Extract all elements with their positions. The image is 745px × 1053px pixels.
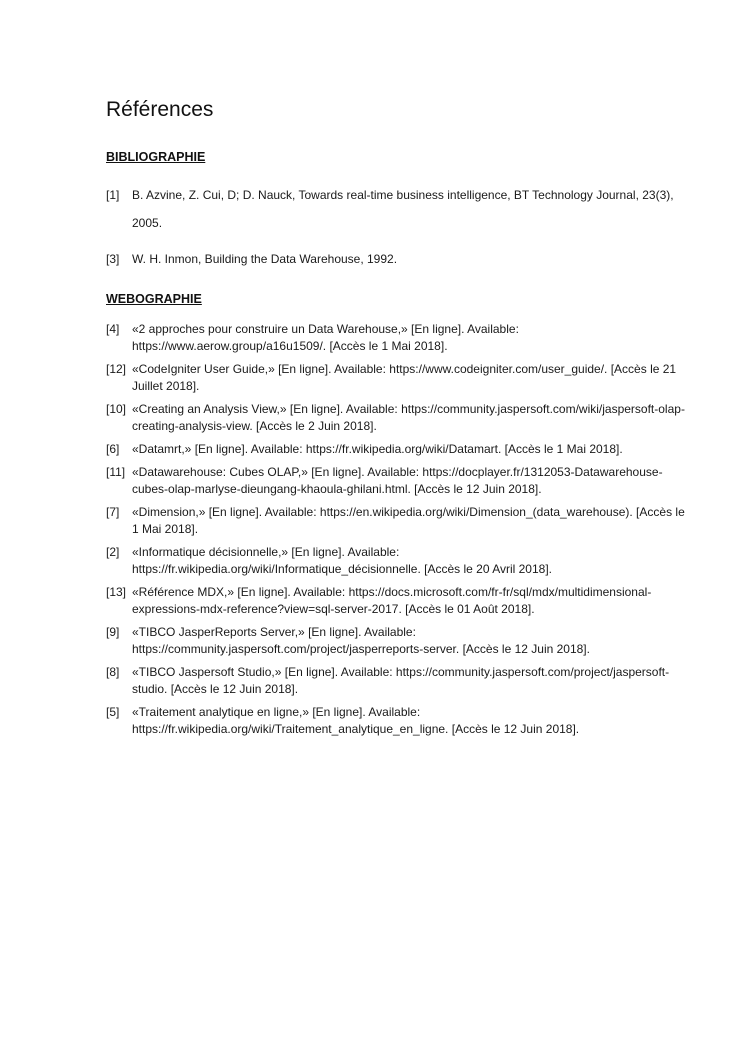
reference-number: [1] [106,188,120,202]
reference-text: «Traitement analytique en ligne,» [En ligne]. Available: https://fr.wikipedia.org/wiki/Traitement_analytique_en_ligne. [Accès le 12 Juin 2018]. [132,705,580,736]
reference-text: «2 approches pour construire un Data Warehouse,» [En ligne]. Available: https://www.aerow.group/a16u1509/. [Accès le 1 Mai 2018]. [132,322,519,353]
bibliography-list [106,181,686,273]
reference-text: «TIBCO Jaspersoft Studio,» [En ligne]. Available: https://community.jaspersoft.com/project/jaspersoft-studio. [Accès le 12 Juin 2018]. [132,665,670,696]
reference-item [106,504,686,538]
webography-heading: WEBOGRAPHIE [106,292,202,306]
reference-item [106,321,686,355]
bibliography-heading: BIBLIOGRAPHIE [106,150,206,164]
reference-number: [9] [106,625,120,639]
reference-text: «Creating an Analysis View,» [En ligne]. Available: https://community.jaspersoft.com/wiki/jaspersoft-olap-creating-analysis-view. [Accès le 2 Juin 2018]. [132,402,685,433]
reference-text: B. Azvine, Z. Cui, D; D. Nauck, Towards real-time business intelligence, BT Technology Journal, 23(3), 2005. [132,188,674,230]
reference-item [106,401,686,435]
reference-number: [7] [106,505,120,519]
webography-list [106,321,686,744]
reference-number: [4] [106,322,120,336]
reference-item [106,704,686,738]
reference-item [106,441,686,458]
reference-item [106,464,686,498]
reference-text: «Dimension,» [En ligne]. Available: https://en.wikipedia.org/wiki/Dimension_(data_warehouse). [Accès le 1 Mai 2018]. [132,505,685,536]
reference-text: «TIBCO JasperReports Server,» [En ligne]. Available: https://community.jaspersoft.com/project/jasperreports-server. [Accès le 12 Juin 2018]. [132,625,590,656]
reference-text: «Datamrt,» [En ligne]. Available: https://fr.wikipedia.org/wiki/Datamart. [Accès le 1 Mai 2018]. [132,442,623,456]
reference-number: [11] [106,465,126,479]
reference-number: [3] [106,252,120,266]
reference-number: [6] [106,442,120,456]
reference-text: W. H. Inmon, Building the Data Warehouse, 1992. [132,252,398,266]
reference-text: «CodeIgniter User Guide,» [En ligne]. Available: https://www.codeigniter.com/user_guide/. [Accès le 21 Juillet 2018]. [132,362,677,393]
reference-item [106,584,686,618]
reference-number: [10] [106,402,127,416]
reference-item [106,664,686,698]
reference-text: «Informatique décisionnelle,» [En ligne]. Available: https://fr.wikipedia.org/wiki/Informatique_décisionnelle. [Accès le 20 Avril 2018]. [132,545,552,576]
reference-item [106,361,686,395]
reference-text: «Datawarehouse: Cubes OLAP,» [En ligne]. Available: https://docplayer.fr/1312053-Datawarehouse-cubes-olap-marlyse-dieungang-khaoula-ghilani.html. [Accès le 12 Juin 2018]. [132,465,663,496]
reference-item [106,624,686,658]
reference-number: [12] [106,362,127,376]
reference-item [106,544,686,578]
reference-item [106,181,686,237]
reference-number: [5] [106,705,120,719]
reference-item [106,245,686,273]
reference-number: [2] [106,545,120,559]
reference-number: [13] [106,585,127,599]
reference-number: [8] [106,665,120,679]
page-title: Références [106,98,214,121]
reference-text: «Référence MDX,» [En ligne]. Available: https://docs.microsoft.com/fr-fr/sql/mdx/multidimensional-expressions-mdx-reference?view=sql-server-2017. [Accès le 01 Août 2018]. [132,585,652,616]
